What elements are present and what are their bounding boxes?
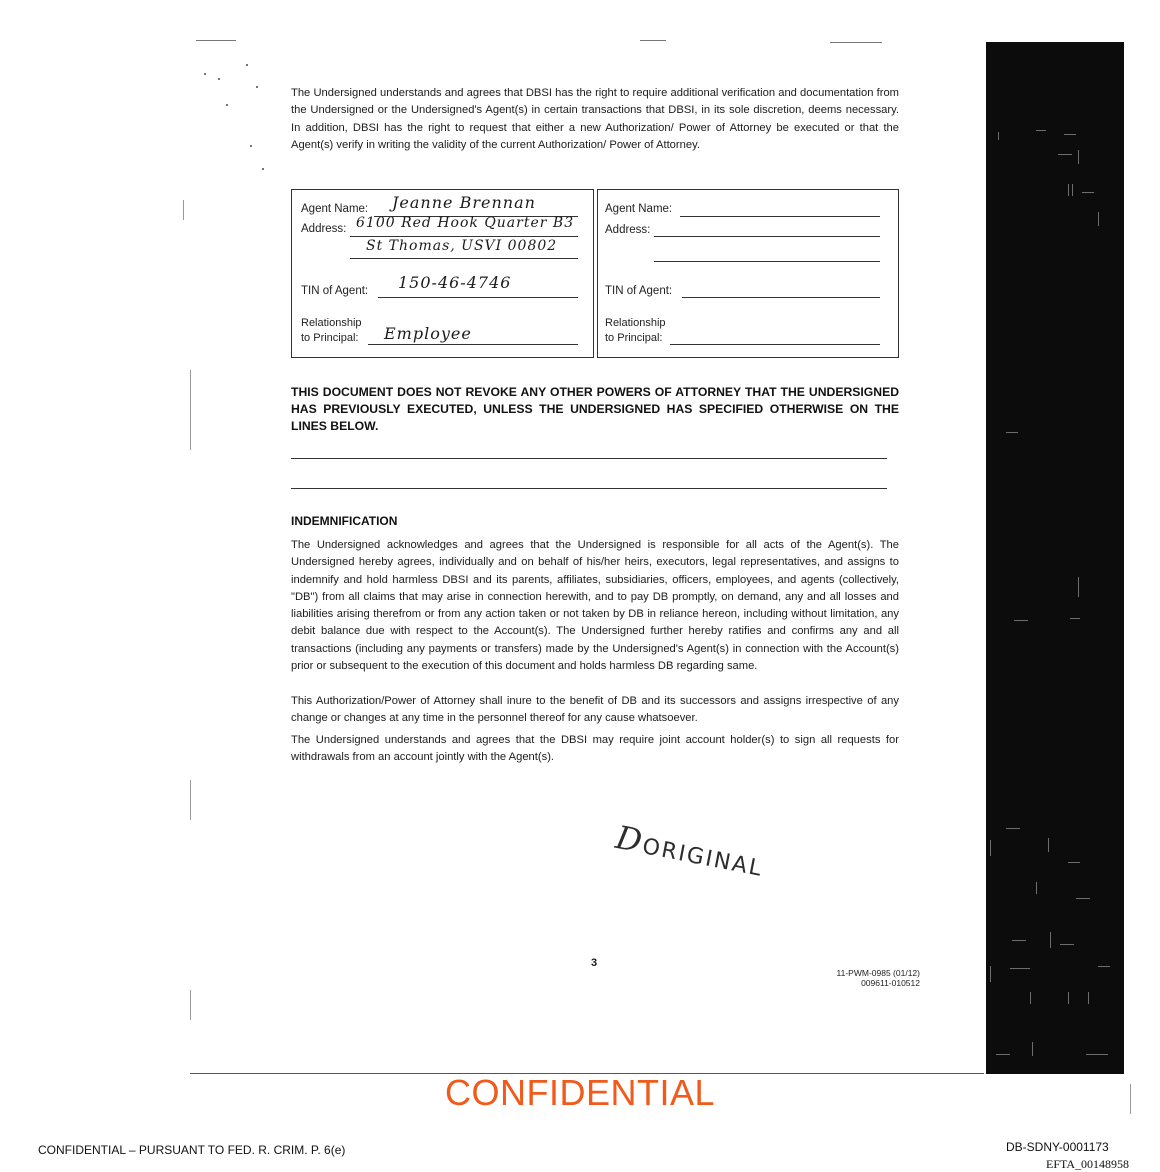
indemnification-paragraph-3: The Undersigned understands and agrees that the DBSI may require joint account holder(s) to sign all requests for withdrawals from an account jointly with the Agent(s).	[291, 734, 899, 764]
to-principal-label: to Principal:	[301, 332, 359, 344]
agent-tin-label: TIN of Agent:	[605, 285, 673, 297]
agent-address-label: Address:	[301, 223, 347, 235]
agent-box-left	[291, 189, 594, 358]
stamp-text: ORIGINAL	[640, 834, 766, 882]
form-code: 009611-010512	[861, 978, 920, 988]
agent-name-label: Agent Name:	[301, 203, 369, 215]
bates-number: DB-SDNY-0001173	[1006, 1140, 1109, 1154]
indemnification-paragraph-1: The Undersigned acknowledges and agrees that the Undersigned is responsible for all acts of the Agent(s). The Undersigned hereby agrees, individually and on behalf of his/her heirs, executors, legal representatives, and assigns to indemnify and hold harmless DBSI and its parents, affiliates, subsidiaries, officers, employees, and agents (collectively, "DB") from all claims that may arise in connection herewith, and to pay DB promptly, on demand, any and all losses and liabilities arising therefrom or from any action taken or not taken by DB in reliance hereon, including without limitation, any debit balance due with respect to the Account(s). The Undersigned further hereby ratifies and confirms any and all transactions (including any payments or transfers) made by the Undersigned's Agent(s) in connection with the Account(s) prior or subsequent to the execution of this document and holds harmless DB regarding same.	[291, 539, 899, 673]
verification-paragraph: The Undersigned understands and agrees that DBSI has the right to require additional verification and documentation from the Undersigned or the Undersigned's Agent(s) in certain transactions that DBSI, in its sole discretion, deems necessary. In addition, DBSI has the right to request that either a new Authorization/ Power of Attorney be executed or that the Agent(s) verify in writing the validity of the current Authorization/ Power of Attorney.	[291, 87, 899, 151]
agent-tin-handwritten: 150-46-4746	[398, 273, 512, 292]
confidential-banner: CONFIDENTIAL	[444, 1072, 716, 1113]
agent-address-line1-handwritten: 6100 Red Hook Quarter B3	[356, 215, 575, 231]
page-number: 3	[591, 957, 598, 969]
confidential-notice: CONFIDENTIAL – PURSUANT TO FED. R. CRIM. P. 6(e)	[38, 1143, 346, 1157]
to-principal-label: to Principal:	[605, 332, 663, 344]
stamp-d-glyph: D	[612, 818, 648, 861]
efta-number: EFTA_00148958	[1046, 1157, 1130, 1171]
revoke-notice: THIS DOCUMENT DOES NOT REVOKE ANY OTHER POWERS OF ATTORNEY THAT THE UNDERSIGNED HAS PREVIOUSLY EXECUTED, UNLESS THE UNDERSIGNED HAS SPECIFIED OTHERWISE ON THE LINES BELOW.	[291, 385, 899, 433]
relationship-label: Relationship	[605, 317, 666, 329]
agent-address-line2-handwritten: St Thomas, USVI 00802	[366, 238, 558, 254]
indemnification-paragraph-2: This Authorization/Power of Attorney shall inure to the benefit of DB and its successors and assigns irrespective of any change or changes at any time in the personnel thereof for any cause whatsoever.	[291, 695, 899, 725]
form-number: 11-PWM-0985 (01/12)	[836, 968, 920, 978]
specification-line-2	[291, 488, 887, 489]
relationship-label: Relationship	[301, 317, 362, 329]
form-number-block	[780, 968, 920, 988]
original-stamp	[613, 818, 768, 884]
redaction-block	[986, 42, 1124, 1074]
agent-name-handwritten: Jeanne Brennan	[392, 193, 536, 212]
agent-box-right	[597, 189, 899, 358]
agent-name-label: Agent Name:	[605, 203, 673, 215]
agent-tin-label: TIN of Agent:	[301, 285, 369, 297]
indemnification-heading: INDEMNIFICATION	[291, 514, 398, 528]
specification-line-1	[291, 458, 887, 459]
agent-address-label: Address:	[605, 224, 651, 236]
relationship-handwritten: Employee	[384, 324, 472, 343]
